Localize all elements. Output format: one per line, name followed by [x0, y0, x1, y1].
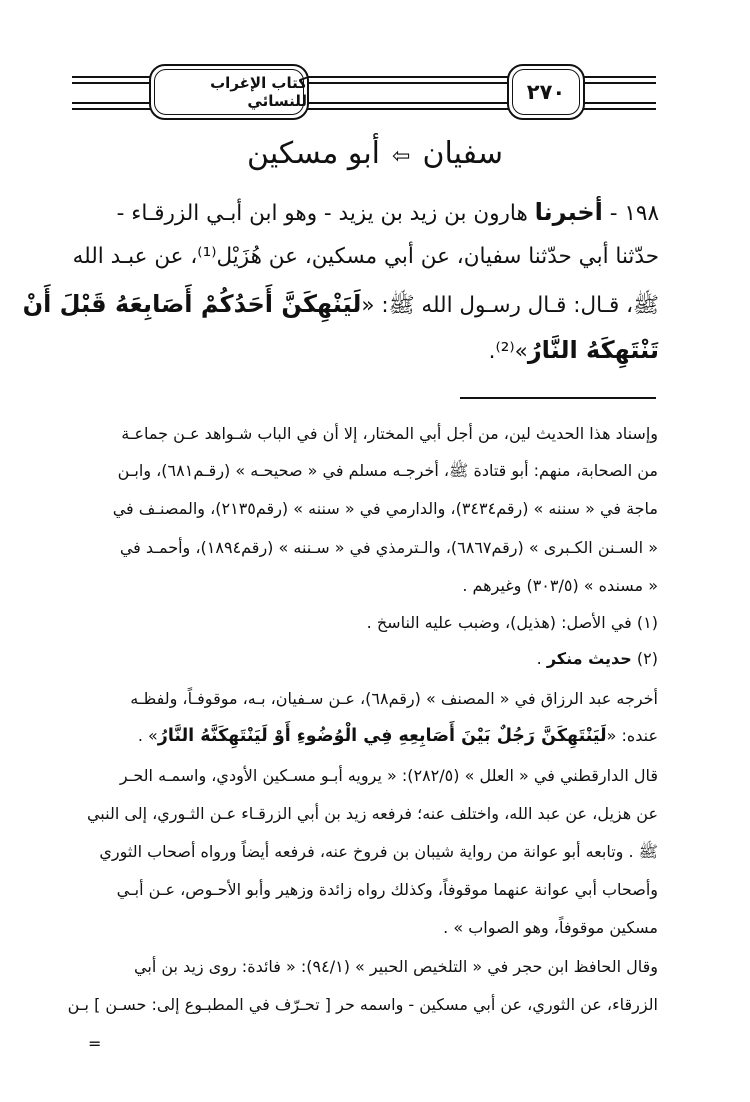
- footnote-line: الزرقاء، عن الثوري، عن أبي مسكين - واسمه حر [ تحـرّف في المطبـوع إلى: حسـن ] بـن: [67, 995, 658, 1014]
- hadith-line-4: [89, 336, 659, 365]
- hadith-matn-1: لَيَنْهِكَنَّ أَحَدُكُمْ أَصَابِعَهُ قَبْلَ أَنْ: [22, 290, 362, 318]
- book-title: كتاب الإغراب للنسائي: [210, 74, 307, 110]
- hadith-matn-2: تَنْتَهِكَهُ النَّارُ: [527, 336, 659, 364]
- left-arrow-icon: ⇦: [392, 144, 411, 169]
- footnote-2-verdict: حديث منكر: [546, 649, 632, 668]
- hadith-isnad-2: حدّثنا أبي حدّثنا سفيان، عن أبي مسكين، عن هُزَيْل⁽¹⁾، عن عبـد الله: [72, 244, 659, 269]
- footnote-quote-close: » .: [137, 726, 158, 745]
- footnote-line: أخرجه عبد الرزاق في « المصنف » (رقم٦٨)، عـن سـفيان، بـه، موقوفـاً، ولفظـه: [130, 689, 658, 708]
- footnote-divider: [460, 397, 656, 399]
- footnote-line: ﷺ . وتابعه أبو عوانة من رواية شيبان بن فروخ عنه، فرفعه أيضاً ورواه أصحاب الثوري: [99, 842, 658, 861]
- hadith-line-1: [89, 198, 659, 227]
- hadith-matn-close: »⁽²⁾.: [488, 339, 528, 364]
- footnote-quote-open: عنده: «: [606, 726, 658, 745]
- footnote-line: من الصحابة، منهم: أبو قتادة ﷺ، أخرجـه مسلم في « صحيحـه » (رقـم٦٨١)، وابـن: [117, 461, 658, 480]
- footnote-line: « مسنده » (٣٠٣/٥) وغيرهم .: [462, 576, 658, 595]
- footnote-2-number: (٢): [631, 649, 658, 668]
- footnote-line: ماجة في « سننه » (رقم٣٤٣٤)، والدارمي في « سننه » (رقم٢١٣٥)، والمصنـف في: [112, 499, 658, 518]
- footnote-line: وإسناد هذا الحديث لين، من أجل أبي المختار، إلا أن في الباب شـواهد عـن جماعـة: [121, 424, 658, 443]
- footnote-line: وأصحاب أبي عوانة عنهما موقوفاً، وكذلك رواه زائدة وزهير وأبو الأحـوص، عـن أبـي: [116, 880, 658, 899]
- hadith-line-2: [72, 244, 659, 270]
- footnote-1: (١) في الأصل: (هذيل)، وضبب عليه الناسخ .: [366, 613, 658, 632]
- footnote-line: عن هزيل، عن عبد الله، واختلف عنه؛ فرفعه زيد بن أبي الزرقـاء عـن الثـوري، إلى النبي: [86, 804, 658, 823]
- continuation-mark: =: [88, 1034, 102, 1053]
- footnote-line: مسكين موقوفاً، وهو الصواب » .: [443, 918, 658, 937]
- footnote-line: « السـنن الكـبرى » (رقم٦٨٦٧)، والـترمذي في « سـننه » (رقم١٨٩٤)، وأحمـد في: [119, 538, 658, 557]
- footnote-line: [88, 726, 658, 747]
- hadith-isnad-3: ﷺ، قـال: قـال رسـول الله ﷺ: «: [361, 293, 659, 318]
- hadith-line-3: [22, 290, 659, 319]
- footnote-2: [88, 649, 658, 668]
- chapter-title: [0, 136, 750, 171]
- hadith-isnad-1: هارون بن زيد بن يزيد - وهو ابن أبـي الزرقـاء -: [116, 201, 535, 226]
- footnote-hadith-text: لَيَنْتَهِكَنَّ رَجُلٌ بَيْنَ أَصَابِعِهِ فِي الْوُضُوءِ أَوْ لَيَنْتَهِكَنَّهُ النَّارُ: [157, 726, 607, 746]
- running-head-book-title: [149, 64, 309, 120]
- footnote-line: قال الدارقطني في « العلل » (٢٨٢/٥): « يرويه أبـو مسـكين الأودي، واسمـه الحـر: [119, 766, 658, 785]
- footnote-line: وقال الحافظ ابن حجر في « التلخيص الحبير » (٩٤/١): « فائدة: روى زيد بن أبي: [134, 957, 658, 976]
- page-number: ٢٧٠: [526, 80, 566, 104]
- chapter-title-left: أبو مسكين: [247, 136, 381, 171]
- running-head-page-number: [507, 64, 585, 120]
- hadith-number: ١٩٨ -: [602, 201, 659, 226]
- footnote-2-tail: .: [536, 649, 547, 668]
- hadith-lead-word: أخبرنا: [534, 198, 603, 226]
- chapter-title-right: سفيان: [422, 136, 503, 171]
